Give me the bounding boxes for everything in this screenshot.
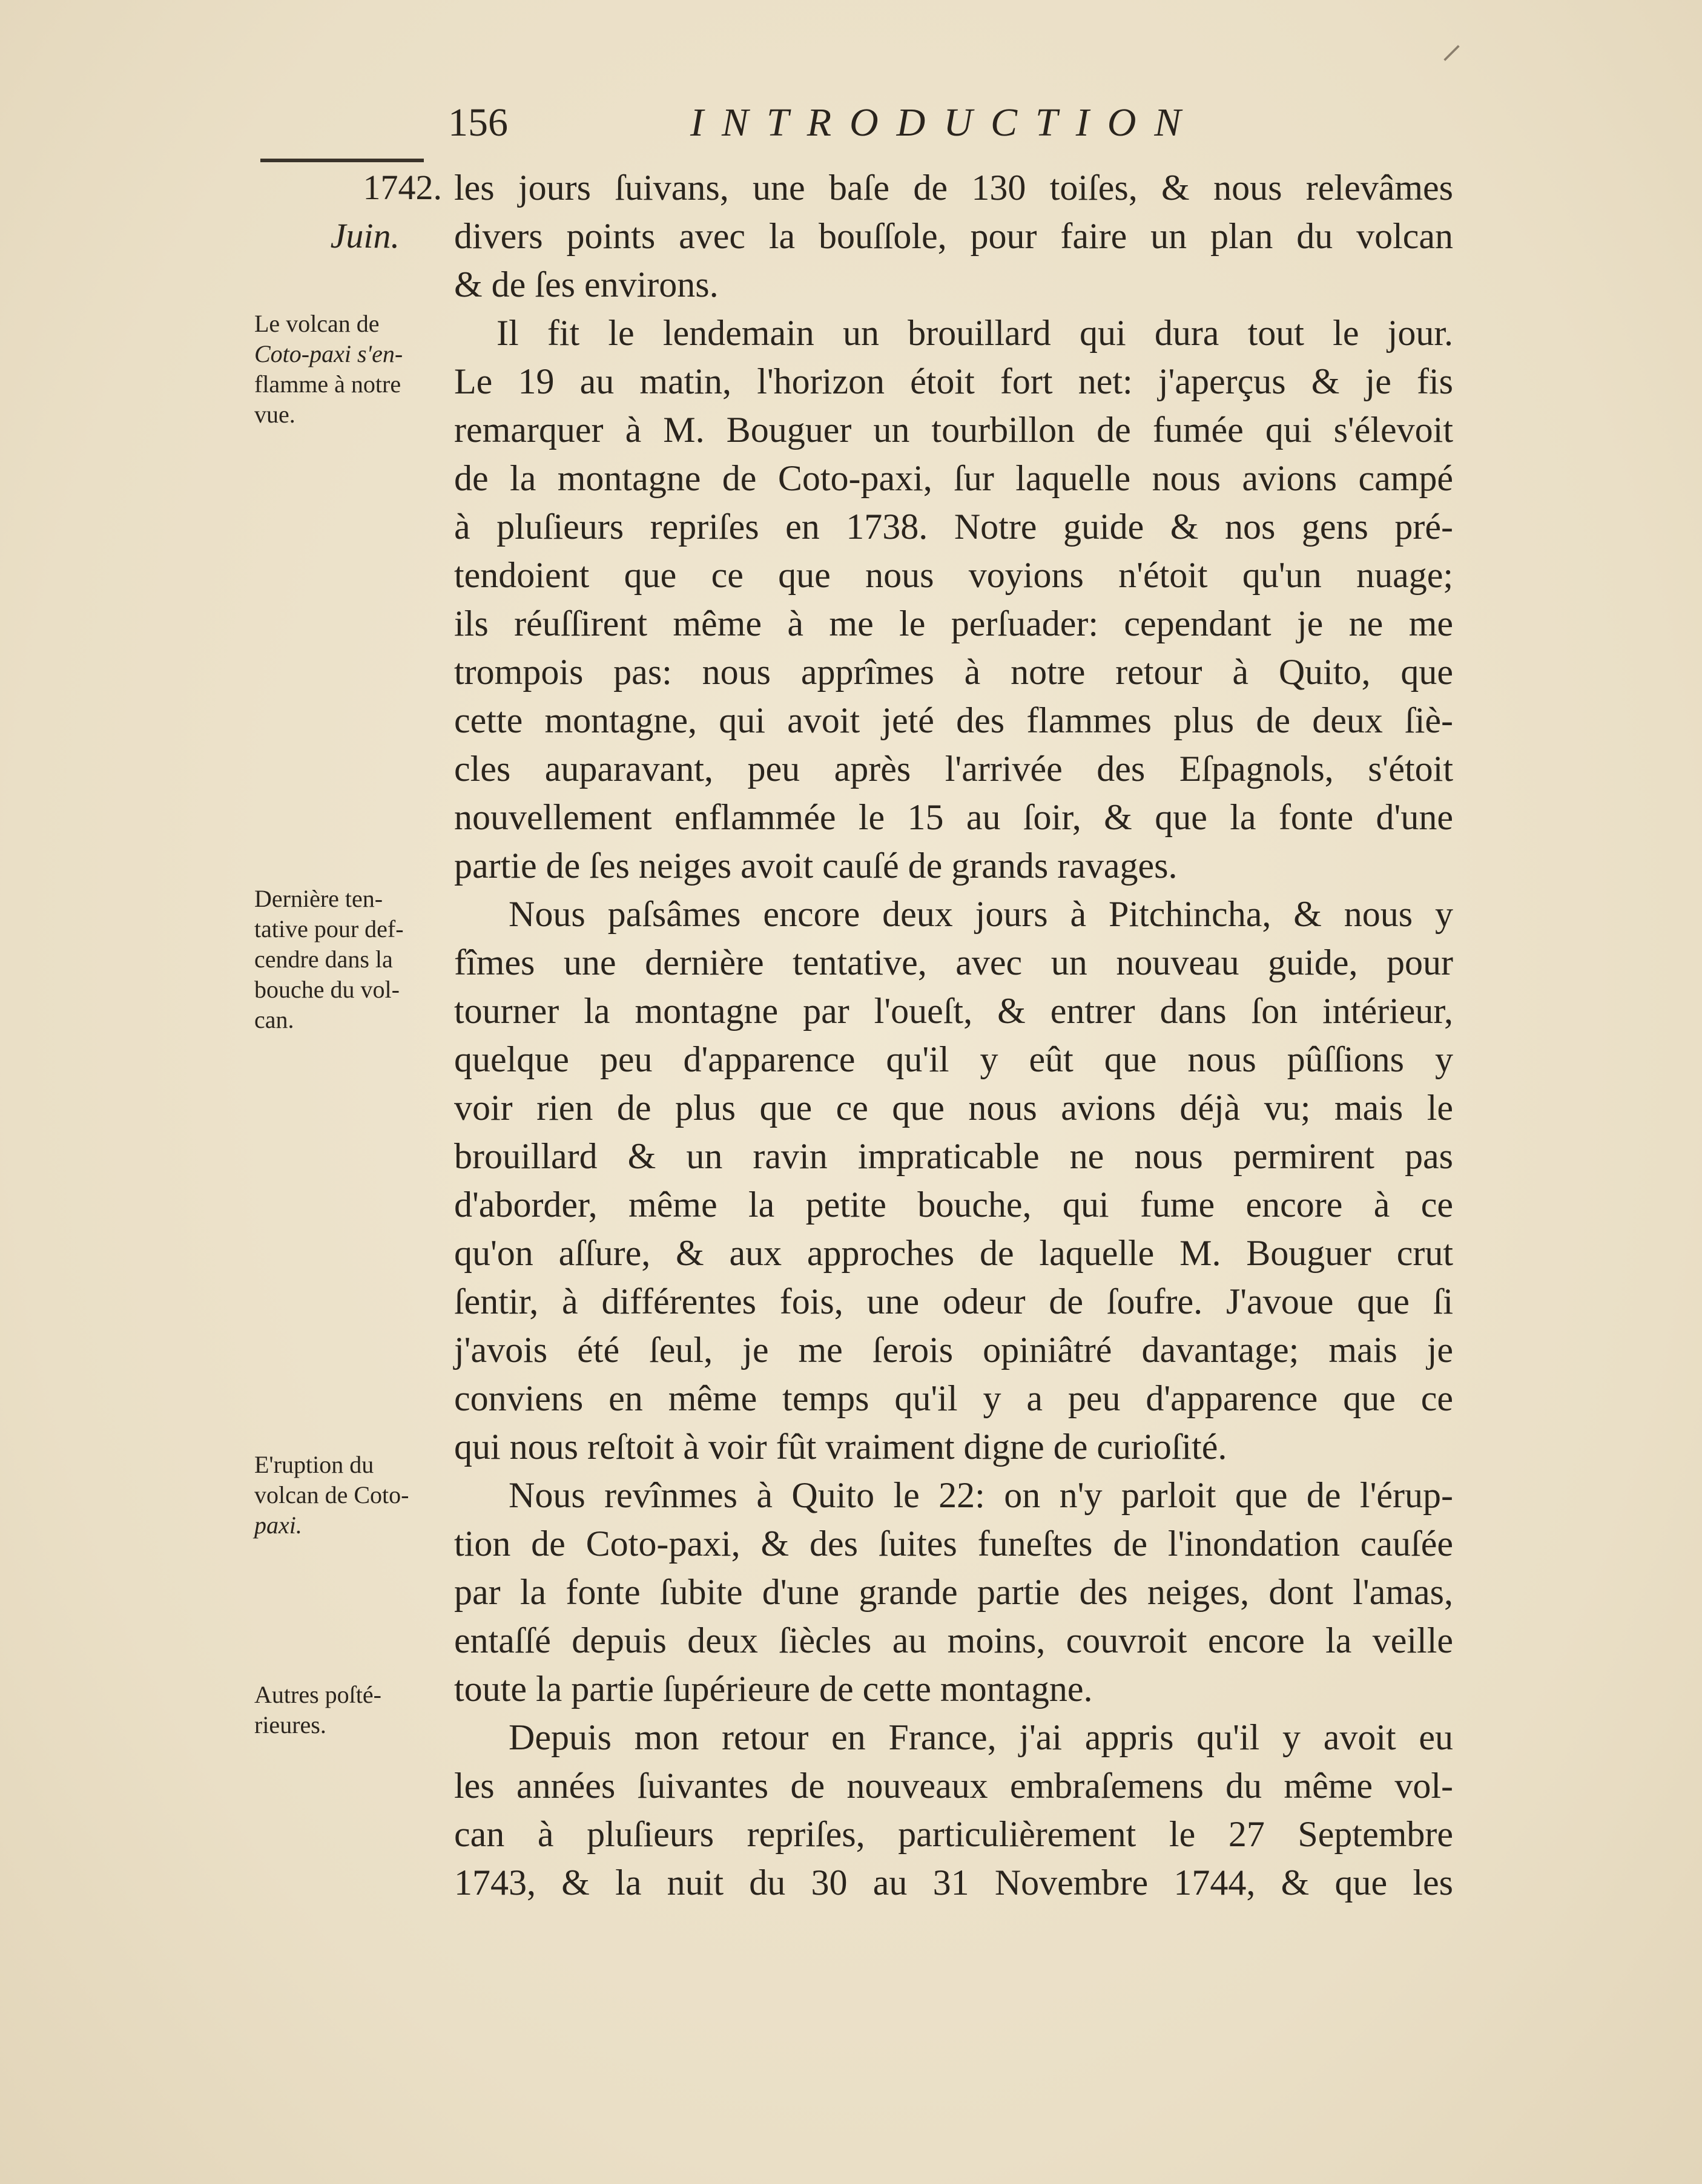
text-line: tion de Coto-paxi, & des ſuites funeſtes de l'inondation cauſée <box>454 1524 1453 1564</box>
text-line: j'avois été ſeul, je me ſerois opiniâtré davantage; mais je <box>454 1330 1453 1370</box>
marginal-line: Autres poſté- <box>254 1681 381 1708</box>
text-line: divers points avec la bouſſole, pour faire un plan du volcan <box>454 216 1453 256</box>
text-line: quelque peu d'apparence qu'il y eût que nous pûſſions y <box>454 1039 1453 1079</box>
text-line: d'aborder, même la petite bouche, qui fume encore à ce <box>454 1185 1453 1225</box>
margin-month: Juin. <box>330 216 400 255</box>
marginal-note-posterieures <box>254 1680 448 1740</box>
text-line: qu'on aſſure, & aux approches de laquelle M. Bouguer crut <box>454 1233 1453 1273</box>
marginal-line: Dernière ten- <box>254 885 383 912</box>
text-line: qui nous reſtoit à voir fût vraiment digne de curioſité. <box>454 1427 1227 1467</box>
text-line: tendoient que ce que nous voyions n'étoit qu'un nuage; <box>454 555 1453 595</box>
marginal-line: E'ruption du <box>254 1451 374 1478</box>
marginal-line: paxi. <box>254 1511 302 1539</box>
corner-mark-decoration: ⸝ <box>1441 21 1462 67</box>
text-line: can à pluſieurs repriſes, particulièrement le 27 Septembre <box>454 1814 1453 1854</box>
text-line: les jours ſuivans, une baſe de 130 toiſes, & nous relevâmes <box>454 168 1453 208</box>
marginal-line: Le volcan de <box>254 310 380 337</box>
marginal-note-tentative <box>254 884 448 1035</box>
text-line: Nous paſsâmes encore deux jours à Pitchincha, & nous y <box>509 894 1453 934</box>
running-header <box>448 100 1453 154</box>
text-line: tourner la montagne par l'oueſt, & entrer dans ſon intérieur, <box>454 991 1453 1031</box>
marginal-line: flamme à notre <box>254 370 401 398</box>
text-line: & de ſes environs. <box>454 265 719 304</box>
margin-year: 1742. <box>363 168 442 207</box>
text-line: Il fit le lendemain un brouillard qui dura tout le jour. <box>496 313 1453 353</box>
text-line: Nous revînmes à Quito le 22: on n'y parloit que de l'érup- <box>509 1475 1453 1515</box>
text-line: cette montagne, qui avoit jeté des flammes plus de deux ſiè- <box>454 700 1453 740</box>
text-line: toute la partie ſupérieure de cette montagne. <box>454 1669 1093 1709</box>
marginal-note-volcan <box>254 309 448 430</box>
marginal-line: Coto-paxi s'en- <box>254 340 403 367</box>
text-line: ſentir, à différentes fois, une odeur de ſoufre. J'avoue que ſi <box>454 1281 1453 1321</box>
text-line: remarquer à M. Bouguer un tourbillon de fumée qui s'élevoit <box>454 410 1453 450</box>
text-line: trompois pas: nous apprîmes à notre retour à Quito, que <box>454 652 1453 692</box>
marginal-line: cendre dans la <box>254 946 393 973</box>
text-line: Depuis mon retour en France, j'ai appris qu'il y avoit eu <box>509 1717 1453 1757</box>
text-line: Le 19 au matin, l'horizon étoit fort net: j'aperçus & je fis <box>454 361 1453 401</box>
marginal-line: tative pour def- <box>254 915 404 942</box>
text-line: fîmes une dernière tentative, avec un nouveau guide, pour <box>454 942 1453 982</box>
running-title: INTRODUCTION <box>690 100 1199 145</box>
body-text <box>454 163 1453 1907</box>
page-number: 156 <box>448 100 508 145</box>
text-line: à pluſieurs repriſes en 1738. Notre guide & nos gens pré- <box>454 507 1453 547</box>
text-line: ils réuſſirent même à me le perſuader: cependant je ne me <box>454 604 1453 643</box>
text-line: entaſſé depuis deux ſiècles au moins, couvroit encore la veille <box>454 1620 1453 1660</box>
marginal-line: can. <box>254 1006 294 1033</box>
marginal-note-eruption <box>254 1450 448 1541</box>
text-line: partie de ſes neiges avoit cauſé de grands ravages. <box>454 846 1178 886</box>
text-line: conviens en même temps qu'il y a peu d'apparence que ce <box>454 1378 1453 1418</box>
marginal-line: bouche du vol- <box>254 976 400 1003</box>
marginal-line: volcan de Coto- <box>254 1481 409 1508</box>
text-line: cles auparavant, peu après l'arrivée des Eſpagnols, s'étoit <box>454 749 1453 789</box>
text-line: les années ſuivantes de nouveaux embraſemens du même vol- <box>454 1766 1453 1806</box>
text-line: brouillard & un ravin impraticable ne nous permirent pas <box>454 1136 1453 1176</box>
text-line: de la montagne de Coto-paxi, ſur laquelle nous avions campé <box>454 458 1453 498</box>
text-line: voir rien de plus que ce que nous avions déjà vu; mais le <box>454 1088 1453 1128</box>
marginal-line: rieures. <box>254 1711 326 1738</box>
text-line: par la fonte ſubite d'une grande partie des neiges, dont l'amas, <box>454 1572 1453 1612</box>
text-line: nouvellement enflammée le 15 au ſoir, & que la fonte d'une <box>454 797 1453 837</box>
text-line: 1743, & la nuit du 30 au 31 Novembre 1744, & que les <box>454 1863 1453 1903</box>
marginal-line: vue. <box>254 401 295 428</box>
header-rule <box>260 159 424 162</box>
